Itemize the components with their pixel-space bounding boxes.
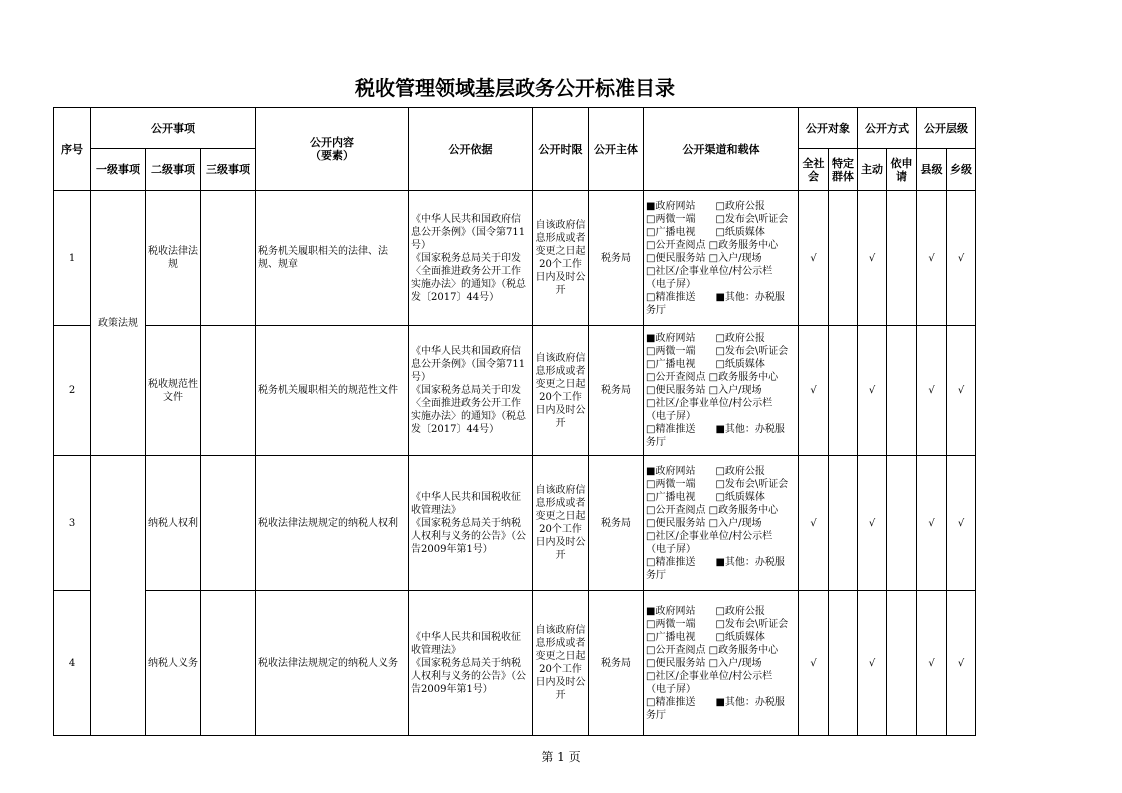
active-check-cell: √ <box>858 191 887 326</box>
header-basis: 公开依据 <box>409 108 533 191</box>
level2-cell: 纳税人权利 <box>146 456 201 591</box>
header-items: 公开事项 <box>91 108 256 149</box>
page-number: 第 1 页 <box>541 750 581 764</box>
seq-cell: 2 <box>54 326 91 456</box>
header-level3: 三级事项 <box>201 149 256 191</box>
seq-cell: 4 <box>54 591 91 736</box>
specific-check-cell <box>829 456 858 591</box>
level2-cell: 税收规范性文件 <box>146 326 201 456</box>
page-title: 税收管理领域基层政务公开标准目录 <box>355 76 675 100</box>
header-county: 县级 <box>917 149 947 191</box>
header-apply: 依申请 <box>887 149 917 191</box>
header-level2: 二级事项 <box>146 149 201 191</box>
header-seq: 序号 <box>54 108 91 191</box>
basis-cell: 《中华人民共和国政府信息公开条例》（国令第711号） 《国家税务总局关于印发〈全面推进政务公开工作实施办法〉的通知》（税总发〔2017〕44号） <box>409 326 533 456</box>
channels-cell: ■政府网站 □政府公报 □两微一端 □发布会\听证会 □广播电视 □纸质媒体 □公开查阅点 □政务服务中心 □便民服务站 □入户/现场 □社区/企事业单位/村公示栏 （电子屏） □精准推送 ■其他：办税服 务厅 <box>644 591 799 736</box>
content-cell: 税务机关履职相关的法律、法规、规章 <box>256 191 409 326</box>
county-check-cell: √ <box>917 456 947 591</box>
active-check-cell: √ <box>858 456 887 591</box>
basis-cell: 《中华人民共和国政府信息公开条例》（国令第711号） 《国家税务总局关于印发〈全面推进政务公开工作实施办法〉的通知》（税总发〔2017〕44号） <box>409 191 533 326</box>
all-check-cell: √ <box>799 326 829 456</box>
content-cell: 税务机关履职相关的规范性文件 <box>256 326 409 456</box>
basis-cell: 《中华人民共和国税收征收管理法》 《国家税务总局关于纳税人权利与义务的公告》（公告2009年第1号） <box>409 456 533 591</box>
subject-cell: 税务局 <box>589 456 644 591</box>
header-level: 公开层级 <box>917 108 976 149</box>
specific-check-cell <box>829 326 858 456</box>
town-check-cell: √ <box>947 326 976 456</box>
level3-cell <box>201 591 256 736</box>
apply-check-cell <box>887 456 917 591</box>
header-active: 主动 <box>858 149 887 191</box>
time-cell: 自该政府信息形成或者变更之日起20个工作日内及时公开 <box>533 326 589 456</box>
county-check-cell: √ <box>917 191 947 326</box>
channels-cell: ■政府网站 □政府公报 □两微一端 □发布会\听证会 □广播电视 □纸质媒体 □公开查阅点 □政务服务中心 □便民服务站 □入户/现场 □社区/企事业单位/村公示栏 （电子屏） □精准推送 ■其他：办税服 务厅 <box>644 456 799 591</box>
specific-check-cell <box>829 591 858 736</box>
town-check-cell: √ <box>947 191 976 326</box>
apply-check-cell <box>887 326 917 456</box>
channels-cell: ■政府网站 □政府公报 □两微一端 □发布会\听证会 □广播电视 □纸质媒体 □公开查阅点 □政务服务中心 □便民服务站 □入户/现场 □社区/企事业单位/村公示栏 （电子屏） □精准推送 ■其他：办税服 务厅 <box>644 326 799 456</box>
table-row <box>54 591 976 736</box>
level3-cell <box>201 456 256 591</box>
level1-cell: 政策法规 <box>91 191 146 456</box>
subject-cell: 税务局 <box>589 326 644 456</box>
seq-cell: 3 <box>54 456 91 591</box>
apply-check-cell <box>887 191 917 326</box>
level2-cell: 纳税人义务 <box>146 591 201 736</box>
apply-check-cell <box>887 591 917 736</box>
seq-cell: 1 <box>54 191 91 326</box>
county-check-cell: √ <box>917 591 947 736</box>
subject-cell: 税务局 <box>589 591 644 736</box>
town-check-cell: √ <box>947 591 976 736</box>
active-check-cell: √ <box>858 591 887 736</box>
content-cell: 税收法律法规规定的纳税人权利 <box>256 456 409 591</box>
catalog-table <box>53 107 976 736</box>
specific-check-cell <box>829 191 858 326</box>
header-method: 公开方式 <box>858 108 917 149</box>
level1-cell <box>91 456 146 736</box>
table-row <box>54 326 976 456</box>
content-cell: 税收法律法规规定的纳税人义务 <box>256 591 409 736</box>
header-target: 公开对象 <box>799 108 858 149</box>
header-subject: 公开主体 <box>589 108 644 191</box>
active-check-cell: √ <box>858 326 887 456</box>
county-check-cell: √ <box>917 326 947 456</box>
header-town: 乡级 <box>947 149 976 191</box>
channels-cell: ■政府网站 □政府公报 □两微一端 □发布会\听证会 □广播电视 □纸质媒体 □公开查阅点 □政务服务中心 □便民服务站 □入户/现场 □社区/企事业单位/村公示栏 （电子屏） □精准推送 ■其他：办税服 务厅 <box>644 191 799 326</box>
table-row <box>54 456 976 591</box>
header-all: 全社会 <box>799 149 829 191</box>
all-check-cell: √ <box>799 456 829 591</box>
table-row <box>54 191 976 326</box>
time-cell: 自该政府信息形成或者变更之日起20个工作日内及时公开 <box>533 591 589 736</box>
time-cell: 自该政府信息形成或者变更之日起20个工作日内及时公开 <box>533 456 589 591</box>
level3-cell <box>201 191 256 326</box>
level2-cell: 税收法律法规 <box>146 191 201 326</box>
header-level1: 一级事项 <box>91 149 146 191</box>
subject-cell: 税务局 <box>589 191 644 326</box>
header-specific: 特定群体 <box>829 149 858 191</box>
header-channel: 公开渠道和载体 <box>644 108 799 191</box>
all-check-cell: √ <box>799 191 829 326</box>
town-check-cell: √ <box>947 456 976 591</box>
basis-cell: 《中华人民共和国税收征收管理法》 《国家税务总局关于纳税人权利与义务的公告》（公告2009年第1号） <box>409 591 533 736</box>
time-cell: 自该政府信息形成或者变更之日起20个工作日内及时公开 <box>533 191 589 326</box>
header-time: 公开时限 <box>533 108 589 191</box>
header-content: 公开内容 （要素） <box>256 108 409 191</box>
all-check-cell: √ <box>799 591 829 736</box>
level3-cell <box>201 326 256 456</box>
